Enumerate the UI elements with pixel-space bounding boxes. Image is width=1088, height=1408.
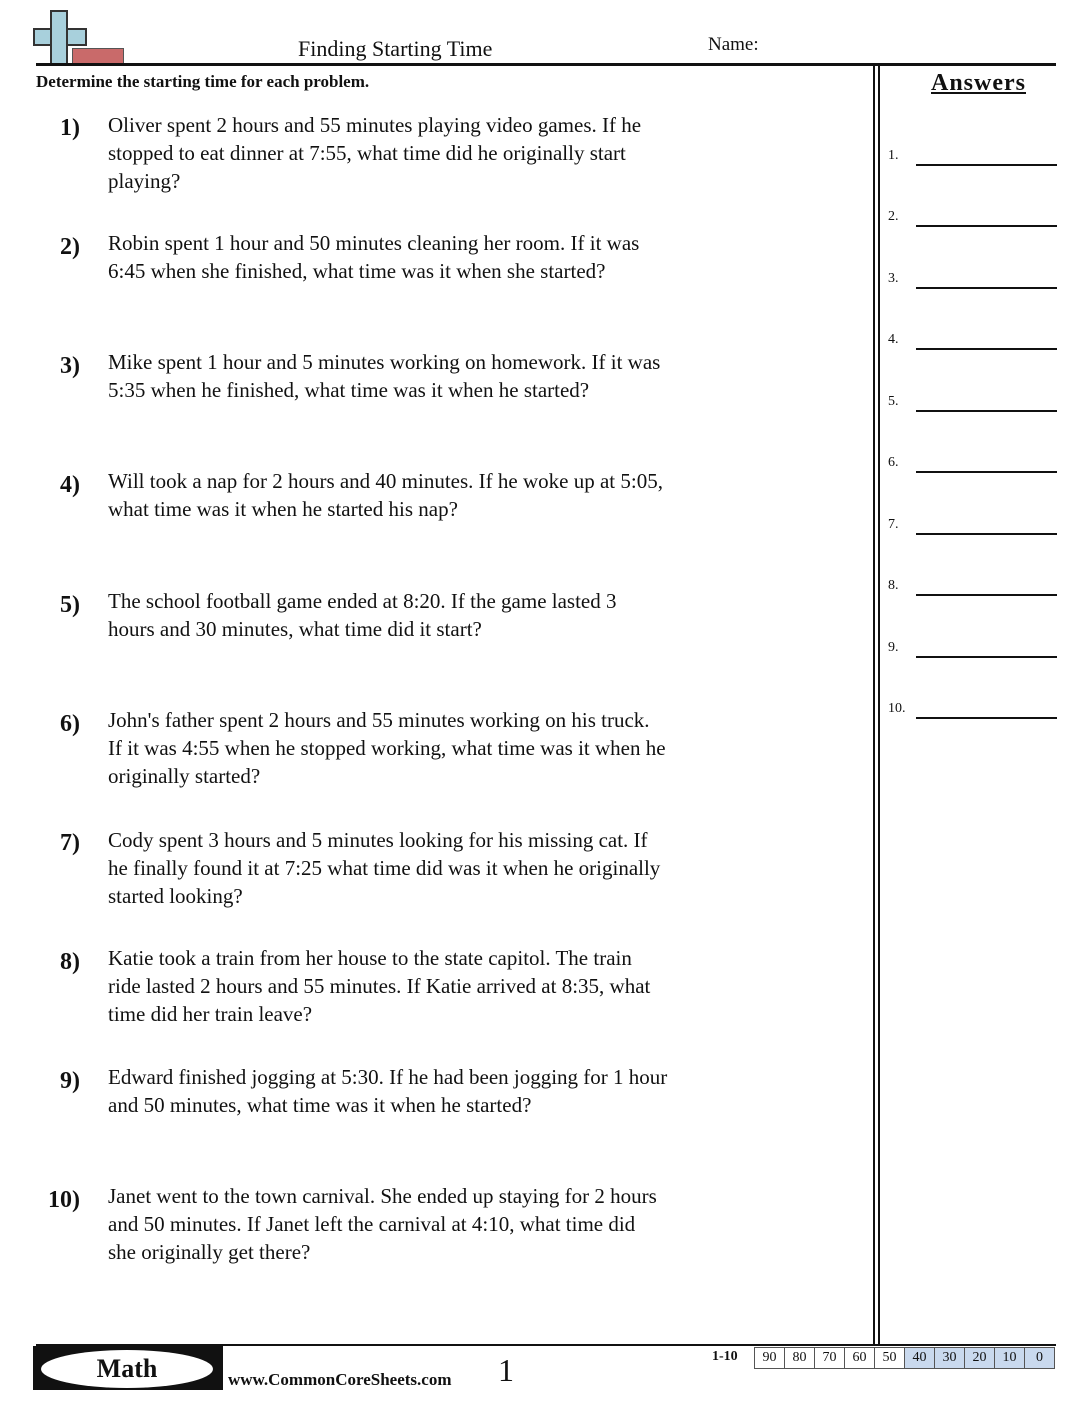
answer-row [888, 207, 1058, 227]
answer-blank[interactable] [916, 471, 1057, 473]
answer-row [888, 453, 1058, 473]
score-table [754, 1347, 1055, 1369]
answer-number: 6. [888, 455, 899, 470]
answer-row [888, 576, 1058, 596]
answer-blank[interactable] [916, 717, 1057, 719]
problem-text: Will took a nap for 2 hours and 40 minutes. If he woke up at 5:05, what time was it when he started his nap? [108, 469, 663, 521]
problem-number: 10) [48, 1187, 80, 1213]
column-divider [878, 66, 880, 1344]
answer-row [888, 515, 1058, 535]
answer-number: 5. [888, 394, 899, 409]
answer-number: 9. [888, 640, 899, 655]
problem-number: 3) [60, 353, 80, 379]
problem-number: 7) [60, 830, 80, 856]
problem-number: 4) [60, 472, 80, 498]
page-title: Finding Starting Time [298, 36, 493, 61]
column-divider [873, 66, 875, 1344]
subject-badge [33, 1346, 223, 1390]
score-cell: 10 [995, 1348, 1025, 1369]
answer-row [888, 269, 1058, 289]
score-cell: 70 [815, 1348, 845, 1369]
subject-label: Math [41, 1350, 213, 1388]
problem-number: 9) [60, 1068, 80, 1094]
problem-number: 2) [60, 234, 80, 260]
problem-text: Cody spent 3 hours and 5 minutes looking for his missing cat. If he finally found it at 7:25 what time did was it when he originally started looking? [108, 828, 661, 908]
answer-blank[interactable] [916, 225, 1057, 227]
answer-blank[interactable] [916, 164, 1057, 166]
answer-number: 8. [888, 578, 899, 593]
problem-text: John's father spent 2 hours and 55 minutes working on his truck. If it was 4:55 when he stopped working, what time was it when he originally started? [108, 708, 666, 788]
problem-number: 6) [60, 711, 80, 737]
problem-text: Robin spent 1 hour and 50 minutes cleaning her room. If it was 6:45 when she finished, what time was it when she started? [108, 231, 640, 283]
problem-text: Edward finished jogging at 5:30. If he had been jogging for 1 hour and 50 minutes, what time was it when he started? [108, 1065, 668, 1117]
score-cell: 20 [965, 1348, 995, 1369]
name-label: Name: [708, 34, 759, 55]
problem-number: 5) [60, 592, 80, 618]
page-number: 1 [498, 1352, 514, 1388]
answer-blank[interactable] [916, 348, 1057, 350]
problem-text: Oliver spent 2 hours and 55 minutes playing video games. If he stopped to eat dinner at 7:55, what time did he originally start playing? [108, 113, 642, 193]
problem-text: Katie took a train from her house to the state capitol. The train ride lasted 2 hours and 55 minutes. If Katie arrived at 8:35, what time did her train leave? [108, 946, 651, 1026]
answer-blank[interactable] [916, 287, 1057, 289]
answers-title: Answers [931, 70, 1026, 96]
score-cell: 80 [785, 1348, 815, 1369]
score-cell: 50 [875, 1348, 905, 1369]
website-link[interactable]: www.CommonCoreSheets.com [228, 1370, 452, 1389]
answer-number: 3. [888, 271, 899, 286]
score-range-label: 1-10 [712, 1349, 738, 1364]
answer-number: 1. [888, 148, 899, 163]
problem-text: Mike spent 1 hour and 5 minutes working on homework. If it was 5:35 when he finished, what time was it when he started? [108, 350, 661, 402]
header-divider [36, 63, 1056, 66]
score-cell: 0 [1025, 1348, 1055, 1369]
answer-blank[interactable] [916, 594, 1057, 596]
problem-text: The school football game ended at 8:20. If the game lasted 3 hours and 30 minutes, what time did it start? [108, 589, 617, 641]
score-cell: 60 [845, 1348, 875, 1369]
instructions: Determine the starting time for each problem. [36, 72, 370, 91]
answer-number: 4. [888, 332, 899, 347]
problem-text: Janet went to the town carnival. She ended up staying for 2 hours and 50 minutes. If Janet left the carnival at 4:10, what time did she originally get there? [108, 1184, 657, 1264]
answer-row [888, 638, 1058, 658]
answer-row [888, 330, 1058, 350]
answer-row [888, 392, 1058, 412]
score-cell: 90 [755, 1348, 785, 1369]
problem-number: 1) [60, 115, 80, 141]
score-cell: 40 [905, 1348, 935, 1369]
answer-row [888, 146, 1058, 166]
score-cell: 30 [935, 1348, 965, 1369]
answer-number: 2. [888, 209, 899, 224]
problem-number: 8) [60, 949, 80, 975]
answer-blank[interactable] [916, 410, 1057, 412]
answer-number: 10. [888, 701, 906, 716]
answer-blank[interactable] [916, 533, 1057, 535]
answer-row [888, 699, 1058, 719]
answer-blank[interactable] [916, 656, 1057, 658]
answer-number: 7. [888, 517, 899, 532]
logo-icon [30, 10, 125, 66]
